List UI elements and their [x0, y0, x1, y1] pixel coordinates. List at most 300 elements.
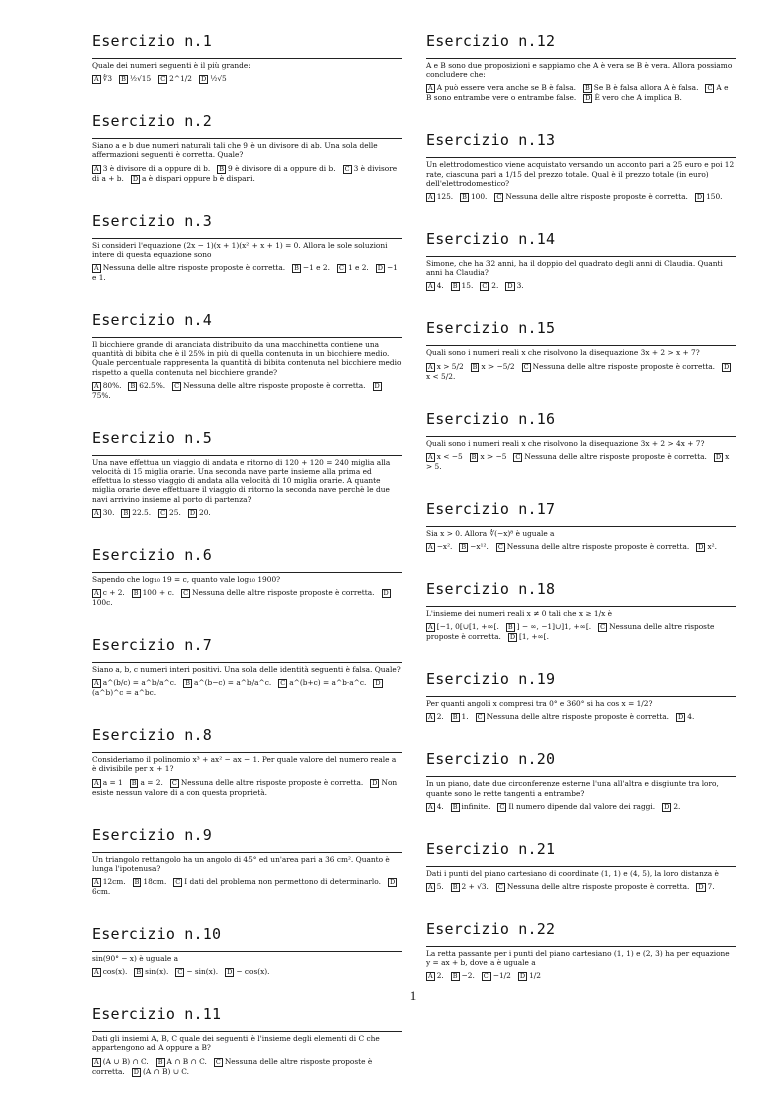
- answer-letter: C: [177, 968, 183, 977]
- answer-option: [451, 281, 474, 290]
- exercise-question: Sia x > 0. Allora ∜(−x)⁸ è uguale a: [426, 528, 555, 538]
- answer-text: x > −5: [480, 451, 507, 461]
- answer-option: [92, 678, 176, 687]
- answer-option: [696, 542, 717, 551]
- answer-letter: D: [696, 193, 703, 202]
- answer-option: [181, 588, 374, 597]
- answer-list: [426, 712, 736, 722]
- answer-letter: C: [515, 452, 521, 461]
- answer-letter: A: [94, 968, 99, 977]
- answer-letter: B: [507, 623, 513, 632]
- answer-option: [134, 967, 168, 976]
- answer-letter: B: [185, 679, 191, 688]
- answer-letter: C: [344, 164, 350, 173]
- exercise: [426, 840, 736, 892]
- answer-option: [92, 164, 210, 173]
- divider: [426, 436, 736, 437]
- answer-text: 30.: [102, 507, 115, 517]
- answer-text: 9 è divisore di a oppure di b.: [228, 163, 336, 173]
- answer-letter: D: [698, 883, 704, 892]
- answer-option: [676, 712, 694, 721]
- answer-letter: B: [121, 75, 126, 84]
- answer-option: [451, 882, 489, 891]
- answer-text: a = 2.: [140, 777, 163, 787]
- answer-text: 2.: [436, 971, 444, 981]
- answer-letter: A: [428, 623, 433, 632]
- answer-list: [426, 281, 736, 291]
- answer-text: 75%.: [92, 390, 111, 400]
- exercise-question: Un elettrodomestico viene acquistato versando un acconto pari a 25 euro e poi 12 rate, ciascuna pari a 1/15 del prezzo totale. Qual è il prezzo totale (in euro) dell'elettrodomestico?: [426, 160, 735, 188]
- answer-text: −x¹².: [470, 542, 489, 552]
- answer-option: [505, 281, 523, 290]
- answer-option: [426, 712, 444, 721]
- answer-letter: D: [189, 508, 196, 517]
- exercise-question: Dati i punti del piano cartesiano di coordinate (1, 1) e (4, 5), la loro distanza è: [426, 868, 719, 878]
- answer-text: Nessuna delle altre risposte proposte è corretta.: [506, 882, 690, 892]
- answer-text: −x².: [436, 542, 453, 552]
- divider: [426, 776, 736, 777]
- exercise: [426, 500, 736, 552]
- answer-option: [426, 281, 444, 290]
- answer-list: [426, 452, 736, 472]
- answer-list: [426, 802, 736, 812]
- answer-text: ∜3: [102, 74, 113, 84]
- answer-letter: A: [94, 164, 99, 173]
- answer-option: [506, 622, 591, 631]
- answer-option: [92, 967, 127, 976]
- divider: [426, 157, 736, 158]
- answer-option: [132, 588, 174, 597]
- answer-list: [92, 678, 402, 698]
- answer-letter: A: [94, 778, 99, 787]
- answer-option: [496, 882, 689, 891]
- answer-text: (A ∩ B) ∪ C.: [142, 1066, 190, 1076]
- answer-letter: D: [519, 972, 526, 981]
- exercise-question: Consideriamo il polinomio x³ + ax² − ax − 1. Per quale valore del numero reale a è divisibile per x + 1?: [92, 755, 397, 774]
- answer-option: [662, 802, 680, 811]
- answer-list: [426, 971, 736, 981]
- exercise: [92, 212, 402, 283]
- answer-letter: B: [452, 282, 458, 291]
- answer-list: [92, 778, 402, 798]
- answer-option: [199, 74, 227, 83]
- answer-letter: C: [477, 713, 483, 722]
- answer-letter: D: [509, 633, 516, 642]
- exercise-question: La retta passante per i punti del piano cartesiano (1, 1) e (2, 3) ha per equazione y = ax + b, dove a è uguale a: [426, 949, 730, 968]
- answer-option: [121, 508, 151, 517]
- answer-text: 4.: [687, 712, 695, 722]
- answer-text: 18cm.: [143, 877, 167, 887]
- answer-text: 20.: [199, 507, 211, 517]
- answer-text: (a^b)^c = a^bc.: [92, 688, 157, 698]
- answer-text: È vero che A implica B.: [594, 93, 682, 103]
- exercise: [92, 429, 402, 518]
- answer-letter: D: [664, 802, 670, 811]
- answer-text: 3 è divisore di a + b.: [92, 163, 398, 183]
- divider: [92, 238, 402, 239]
- divider: [426, 866, 736, 867]
- answer-text: ½√5: [210, 74, 227, 84]
- answer-option: [172, 381, 365, 390]
- answer-letter: A: [94, 508, 99, 517]
- answer-letter: A: [428, 452, 433, 461]
- answer-text: 125.: [436, 192, 454, 202]
- divider: [92, 1031, 402, 1032]
- exercise-question: Per quanti angoli x compresi tra 0° e 360° si ha cos x = 1/2?: [426, 699, 653, 709]
- answer-option: [92, 381, 121, 390]
- answer-letter: B: [123, 508, 129, 517]
- exercise: [426, 920, 736, 981]
- answer-text: 15.: [461, 281, 474, 291]
- answer-option: [496, 542, 689, 551]
- divider: [426, 606, 736, 607]
- answer-letter: C: [483, 972, 489, 981]
- answer-option: [426, 622, 499, 631]
- answer-option: [426, 542, 452, 551]
- answer-option: [92, 778, 123, 787]
- answer-text: (A ∪ B) ∩ C.: [102, 1056, 149, 1066]
- answer-text: 62.5%.: [139, 380, 166, 390]
- answer-text: cos(x).: [102, 967, 128, 977]
- answer-option: [426, 882, 444, 891]
- answer-text: [1, +∞[.: [519, 632, 549, 642]
- answer-option: [518, 971, 541, 980]
- exercise-question: Simone, che ha 32 anni, ha il doppio del quadrato degli anni di Claudia. Quanti anni ha Claudia?: [426, 259, 723, 278]
- exercise: [426, 750, 736, 811]
- answer-option: [92, 74, 112, 83]
- answer-letter: C: [496, 193, 502, 202]
- exercise-question: Quale dei numeri seguenti è il più grande:: [92, 61, 251, 70]
- answer-option: [170, 778, 363, 787]
- answer-option: [451, 802, 491, 811]
- answer-list: [92, 1057, 402, 1077]
- answer-text: Nessuna delle altre risposte proposte è corretta.: [92, 1056, 373, 1076]
- answer-text: x > −5/2: [481, 361, 515, 371]
- answer-list: [92, 877, 402, 897]
- answer-letter: A: [428, 972, 433, 981]
- answer-option: [278, 678, 366, 687]
- answer-letter: C: [160, 75, 166, 84]
- answer-option: [451, 971, 475, 980]
- answer-text: a^(b/c) = a^b/a^c.: [102, 678, 177, 688]
- answer-letter: D: [678, 713, 684, 722]
- answer-text: ] − ∞, −1]∪]1, +∞[.: [516, 622, 592, 632]
- divider: [426, 696, 736, 697]
- exercise-title: Esercizio n.15: [426, 319, 556, 338]
- answer-option: [583, 83, 698, 92]
- answer-option: [131, 174, 255, 183]
- answer-option: [119, 74, 151, 83]
- answer-letter: C: [174, 381, 180, 390]
- answer-option: [459, 542, 488, 551]
- answer-letter: B: [157, 1057, 163, 1066]
- answer-option: [695, 192, 723, 201]
- answer-text: 100 + c.: [142, 588, 175, 598]
- answer-text: Il numero dipende dal valore dei raggi.: [508, 801, 656, 811]
- answer-letter: A: [428, 883, 433, 892]
- answer-text: ½√15: [129, 74, 152, 84]
- answer-letter: D: [227, 968, 233, 977]
- answer-text: 2^1/2: [169, 74, 192, 84]
- answer-letter: C: [338, 264, 344, 273]
- exercise-question: L'insieme dei numeri reali x ≠ 0 tali che x ≥ 1/x è: [426, 609, 613, 619]
- exercise-title: Esercizio n.13: [426, 131, 556, 150]
- answer-letter: D: [507, 282, 513, 291]
- exercise: [426, 410, 736, 472]
- answer-text: 4.: [436, 281, 444, 291]
- exercise-title: Esercizio n.9: [92, 825, 212, 844]
- answer-text: Nessuna delle altre risposte proposte è corretta.: [192, 588, 375, 598]
- divider: [92, 852, 402, 853]
- answer-text: 3 è divisore di a oppure di b.: [102, 163, 211, 173]
- answer-letter: D: [372, 778, 378, 787]
- answer-option: [92, 508, 114, 517]
- answer-letter: C: [175, 878, 181, 887]
- answer-text: −1 e 1.: [92, 263, 398, 283]
- exercise: [92, 311, 402, 401]
- exercise-title: Esercizio n.10: [92, 925, 222, 944]
- answer-letter: C: [215, 1057, 221, 1066]
- answer-option: [583, 93, 682, 102]
- divider: [92, 572, 402, 573]
- answer-text: x < −5: [436, 451, 463, 461]
- answer-text: [−1, 0[∪[1, +∞[.: [436, 622, 499, 632]
- answer-letter: B: [584, 84, 590, 93]
- answer-text: −2.: [461, 971, 475, 981]
- answer-letter: A: [94, 679, 99, 688]
- answer-text: c + 2.: [102, 588, 125, 598]
- answer-option: [225, 967, 269, 976]
- exercise-title: Esercizio n.19: [426, 670, 556, 689]
- answer-text: Nessuna delle altre risposte proposte è corretta.: [524, 451, 707, 461]
- answer-text: Non esiste nessun valore di a con questa proprietà.: [92, 777, 398, 797]
- answer-text: I dati del problema non permettono di determinarlo.: [184, 877, 381, 887]
- answer-text: 150.: [706, 192, 723, 202]
- answer-text: a = 1: [102, 777, 123, 787]
- divider: [92, 58, 402, 59]
- exercise-title: Esercizio n.4: [92, 311, 212, 330]
- exercise-question: Si consideri l'equazione (2x − 1)(x + 1)(x² + x + 1) = 0. Allora le sole soluzioni intere di questa equazione sono: [92, 240, 388, 259]
- answer-option: [460, 192, 487, 201]
- divider: [92, 951, 402, 952]
- answer-text: 100c.: [92, 598, 113, 608]
- answer-option: [522, 362, 715, 371]
- answer-letter: B: [134, 878, 140, 887]
- exercise-title: Esercizio n.2: [92, 112, 212, 131]
- answer-text: 3.: [516, 281, 524, 291]
- exercise-question: In un piano, date due circonferenze esterne l'una all'altra e disgiunte tra loro, quante sono le rette tangenti a entrambe?: [426, 779, 719, 798]
- answer-text: sin(x).: [145, 967, 169, 977]
- answer-text: 6cm.: [92, 887, 111, 897]
- answer-text: Nessuna delle altre risposte proposte è corretta.: [505, 192, 688, 202]
- exercise-title: Esercizio n.8: [92, 726, 212, 745]
- answer-option: [494, 192, 687, 201]
- answer-letter: D: [374, 381, 380, 390]
- divider: [92, 337, 402, 338]
- divider: [92, 138, 402, 139]
- exercise-title: Esercizio n.17: [426, 499, 556, 518]
- exercise-title: Esercizio n.14: [426, 230, 556, 249]
- answer-option: [217, 164, 335, 173]
- answer-list: [426, 622, 736, 642]
- answer-option: [183, 678, 271, 687]
- answer-letter: B: [471, 452, 477, 461]
- answer-option: [497, 802, 655, 811]
- answer-letter: D: [132, 174, 139, 183]
- exercise-question: Una nave effettua un viaggio di andata e ritorno di 120 + 120 = 240 miglia alla velocità di 15 miglia orarie. Una seconda nave parte insieme alla prima ed effettua lo stesso viaggio di andata alla velocità di 10 miglia orarie. A quante miglia orarie deve effettuare il viaggio di ritorno la seconda nave perchè le due navi arrivino insieme al porto di partenza?: [92, 457, 391, 504]
- answer-list: [426, 542, 736, 552]
- answer-text: Nessuna delle altre risposte proposte è corretta.: [532, 361, 716, 371]
- answer-text: x > 5.: [426, 451, 730, 471]
- answer-letter: B: [294, 264, 299, 273]
- answer-text: a è dispari oppure b è dispari.: [142, 173, 255, 183]
- answer-text: 1 e 2.: [347, 263, 369, 273]
- answer-option: [132, 1067, 189, 1076]
- exercise: [426, 580, 736, 642]
- answer-option: [471, 362, 515, 371]
- answer-list: [426, 192, 736, 202]
- answer-list: [92, 967, 402, 977]
- answer-option: [158, 508, 181, 517]
- answer-text: 2.: [436, 712, 444, 722]
- exercise-question: sin(90° − x) è uguale a: [92, 954, 179, 964]
- answer-letter: A: [94, 381, 99, 390]
- exercise-title: Esercizio n.5: [92, 428, 212, 447]
- answer-text: infinite.: [461, 801, 491, 811]
- exercise-question: Quali sono i numeri reali x che risolvono la disequazione 3x + 2 > 4x + 7?: [426, 438, 705, 448]
- answer-list: [92, 381, 402, 401]
- answer-option: [188, 508, 211, 517]
- exercise-question: Siano a, b, c numeri interi positivi. Una sola delle identità seguenti è falsa. Quale?: [92, 665, 401, 675]
- exercise-title: Esercizio n.6: [92, 545, 212, 564]
- answer-letter: B: [462, 193, 467, 202]
- answer-letter: B: [452, 713, 458, 722]
- exercise: [92, 925, 402, 977]
- answer-text: a^(b+c) = a^b·a^c.: [289, 678, 367, 688]
- answer-option: [470, 452, 507, 461]
- answer-letter: A: [428, 802, 433, 811]
- answer-text: Nessuna delle altre risposte proposte è corretta.: [180, 777, 364, 787]
- answer-option: [476, 712, 669, 721]
- answer-text: A può essere vera anche se B è falsa.: [436, 83, 576, 93]
- exercise: [426, 131, 736, 202]
- answer-letter: D: [133, 1067, 139, 1076]
- exercise-title: Esercizio n.11: [92, 1005, 222, 1024]
- answer-text: x > 5/2: [436, 361, 464, 371]
- answer-option: [92, 263, 285, 272]
- answer-letter: A: [94, 878, 99, 887]
- answer-text: 4.: [436, 801, 444, 811]
- answer-text: Se B è falsa allora A è falsa.: [593, 83, 699, 93]
- answer-text: a^(b−c) = a^b/a^c.: [194, 678, 272, 688]
- answer-option: [130, 778, 163, 787]
- answer-letter: D: [724, 362, 730, 371]
- exercise-title: Esercizio n.21: [426, 839, 556, 858]
- exercise-question: Un triangolo rettangolo ha un angolo di 45° ed un'area pari a 36 cm². Quanto è lunga l'ipotenusa?: [92, 854, 390, 873]
- exercise-title: Esercizio n.20: [426, 750, 556, 769]
- answer-letter: C: [183, 589, 189, 598]
- answer-option: [92, 1057, 149, 1066]
- answer-list: [426, 882, 736, 892]
- answer-text: 2.: [491, 281, 499, 291]
- answer-letter: D: [375, 679, 381, 688]
- exercise-question: Il bicchiere grande di aranciata distribuito da una macchinetta contiene una quantità di bibita che è il 25% in più di quella contenuta in un bicchiere medio. Quale percentuale rappresenta la quantità di bibita contenuta nel bicchiere medio rispetto a quella contenuta nel bicchiere grande?: [92, 340, 402, 377]
- answer-text: x².: [707, 542, 717, 552]
- answer-letter: B: [130, 381, 136, 390]
- answer-option: [426, 83, 576, 92]
- answer-letter: B: [133, 589, 139, 598]
- answer-letter: C: [497, 543, 503, 552]
- answer-text: 80%.: [102, 380, 122, 390]
- exercise-title: Esercizio n.7: [92, 636, 212, 655]
- answer-text: 2 + √3.: [461, 882, 489, 892]
- answer-option: [133, 877, 167, 886]
- answer-letter: A: [428, 713, 433, 722]
- answer-text: x < 5/2.: [426, 371, 456, 381]
- answer-letter: B: [131, 778, 137, 787]
- answer-option: [92, 877, 126, 886]
- answer-letter: D: [715, 452, 722, 461]
- answer-letter: C: [707, 84, 713, 93]
- answer-letter: C: [482, 282, 488, 291]
- answer-option: [175, 967, 218, 976]
- answer-text: Nessuna delle altre risposte proposte è corretta.: [183, 380, 366, 390]
- divider: [92, 752, 402, 753]
- answer-letter: A: [428, 282, 433, 291]
- answer-text: 12cm.: [102, 877, 126, 887]
- exercise-title: Esercizio n.3: [92, 211, 212, 230]
- answer-letter: A: [428, 362, 433, 371]
- answer-list: [92, 263, 402, 283]
- exercise: [92, 636, 402, 698]
- answer-letter: B: [461, 543, 467, 552]
- answer-list: [92, 74, 402, 84]
- page-number: 1: [409, 988, 417, 1003]
- answer-text: A ∩ B ∩ C.: [166, 1056, 207, 1066]
- answer-letter: B: [452, 972, 458, 981]
- answer-text: Nessuna delle altre risposte proposte è corretta.: [426, 622, 715, 642]
- exercise: [92, 546, 402, 608]
- answer-letter: D: [698, 543, 704, 552]
- exercise-question: Quali sono i numeri reali x che risolvono la disequazione 3x + 2 > x + 7?: [426, 348, 700, 358]
- answer-option: [482, 971, 511, 980]
- answer-text: −1 e 2.: [302, 263, 330, 273]
- answer-text: − cos(x).: [236, 967, 270, 977]
- answer-letter: D: [389, 878, 396, 887]
- exercise: [426, 319, 736, 381]
- exercise: [426, 230, 736, 291]
- divider: [426, 345, 736, 346]
- exercise-question: Dati gli insiemi A, B, C quale dei seguenti è l'insieme degli elementi di C che appartengono ad A oppure a B?: [92, 1034, 380, 1053]
- answer-text: 1/2: [529, 971, 541, 981]
- exercise: [92, 32, 402, 84]
- exercise: [92, 826, 402, 897]
- answer-letter: B: [452, 883, 458, 892]
- answer-list: [92, 588, 402, 608]
- answer-letter: A: [94, 264, 99, 273]
- answer-letter: A: [428, 193, 433, 202]
- answer-option: [426, 192, 453, 201]
- answer-letter: C: [160, 508, 166, 517]
- answer-list: [426, 83, 736, 103]
- exercise: [92, 1005, 402, 1076]
- answer-option: [426, 971, 444, 980]
- answer-letter: A: [428, 84, 433, 93]
- answer-letter: D: [377, 264, 383, 273]
- answer-letter: A: [428, 543, 433, 552]
- divider: [426, 946, 736, 947]
- answer-list: [92, 164, 402, 184]
